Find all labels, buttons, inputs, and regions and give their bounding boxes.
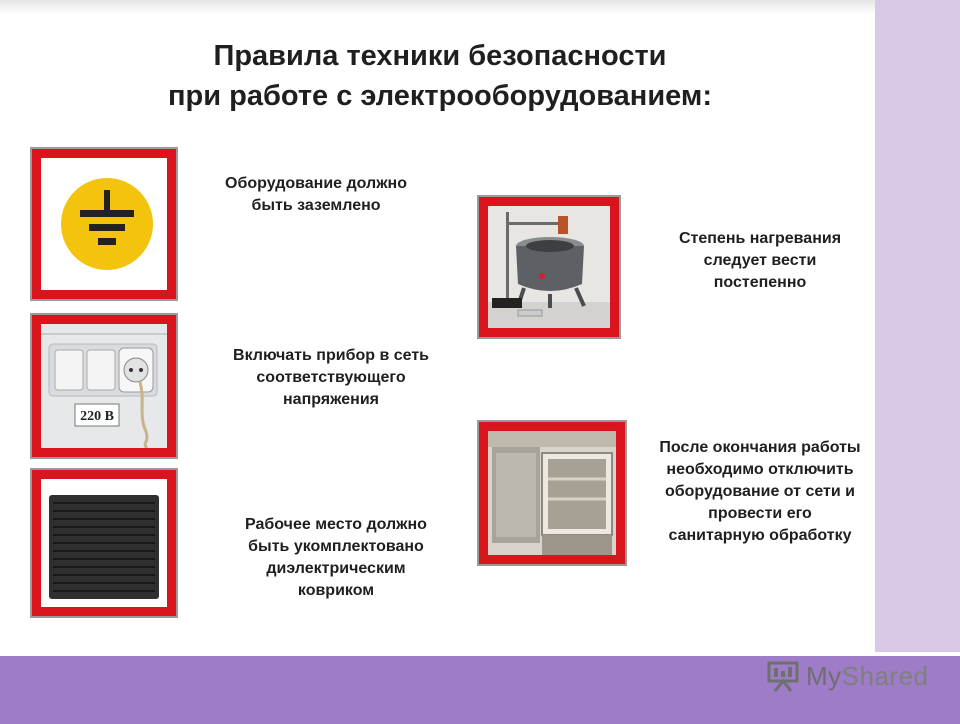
caption-line: следует вести (703, 252, 817, 269)
heater-icon (488, 206, 610, 328)
rule-mat-text (206, 514, 466, 602)
myshared-watermark (766, 656, 929, 696)
rubber-mat-icon (41, 479, 167, 607)
oven-frame (477, 420, 627, 566)
title-line-1: Правила техники безопасности (213, 40, 667, 72)
caption-line: санитарную обработку (668, 527, 852, 544)
slide-title (90, 36, 790, 116)
ground-sign-icon (41, 158, 167, 290)
rule-cleanup-text (640, 437, 880, 547)
caption-line: ковриком (297, 582, 375, 599)
caption-line: постепенно (713, 274, 807, 291)
oven-icon (488, 431, 616, 555)
oven-image (488, 431, 616, 555)
rule-grounding-text (196, 173, 436, 217)
caption-line: Степень нагревания (678, 230, 842, 247)
caption-line: напряжения (283, 391, 379, 408)
caption-line: оборудование от сети и (665, 483, 855, 500)
caption-line: быть заземлено (251, 197, 381, 214)
rule-heating-text (645, 228, 875, 294)
watermark-brand-a: My (806, 660, 842, 691)
heater-frame (477, 195, 621, 339)
presentation-board-icon (766, 659, 800, 693)
socket-image (41, 324, 167, 448)
caption-line: диэлектрическим (266, 560, 406, 577)
heater-image (488, 206, 610, 328)
voltage-badge: 220 В (80, 409, 114, 424)
ground-sign-frame (30, 147, 178, 301)
title-line-2: при работе с электрооборудованием: (167, 80, 713, 112)
caption-line: провести его (708, 505, 812, 522)
watermark-text (806, 661, 929, 692)
top-shade (0, 0, 875, 14)
caption-line: быть укомплектовано (248, 538, 424, 555)
caption-line: После окончания работы (659, 439, 861, 456)
caption-line: Рабочее место должно (245, 516, 427, 533)
socket-icon (41, 324, 167, 448)
caption-line: необходимо отключить (666, 461, 854, 478)
ground-sign-image (41, 158, 167, 290)
caption-line: соответствующего (256, 369, 406, 386)
watermark-brand-b: Shared (841, 660, 929, 691)
caption-line: Оборудование должно (225, 175, 407, 192)
rubber-mat-image (41, 479, 167, 607)
rubber-mat-frame (30, 468, 178, 618)
side-decor-band (875, 0, 960, 720)
caption-line: Включать прибор в сеть (233, 347, 429, 364)
rule-voltage-text (196, 345, 466, 411)
socket-frame (30, 313, 178, 459)
